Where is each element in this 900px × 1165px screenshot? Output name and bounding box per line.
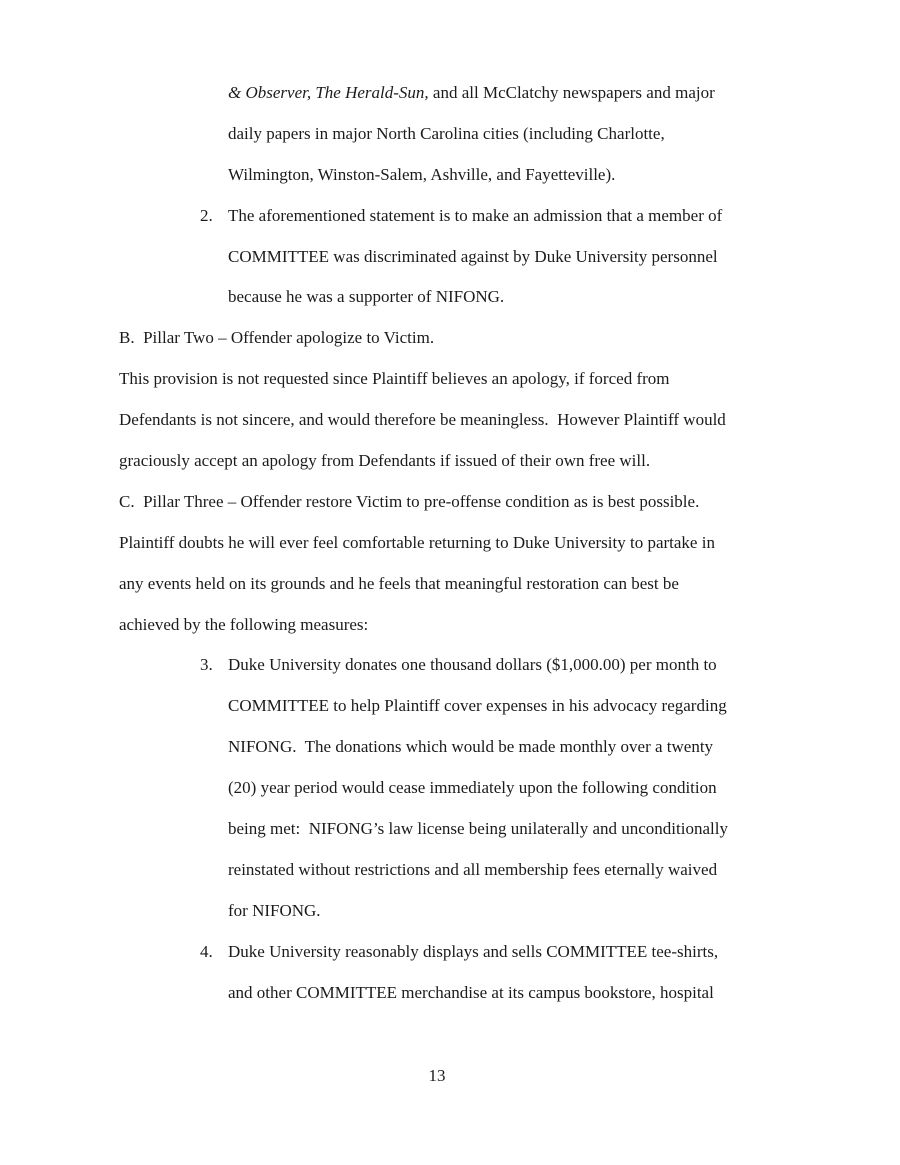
document-line (119, 891, 779, 932)
document-line (119, 932, 779, 973)
text-segment: B. Pillar Two – Offender apologize to Victim. (119, 328, 435, 348)
text-segment: reinstated without restrictions and all membership fees eternally waived (228, 859, 718, 879)
document-line (119, 318, 779, 359)
text-segment: for NIFONG. (228, 900, 321, 920)
text-segment: Wilmington, Winston-Salem, Ashville, and Fayetteville). (228, 164, 616, 184)
document-line (119, 768, 779, 809)
document-line (119, 973, 779, 1014)
document-line (119, 727, 779, 768)
document-line (119, 237, 779, 278)
list-item-number: 3. (200, 655, 213, 675)
text-segment: Plaintiff doubts he will ever feel comfortable returning to Duke University to partake in (119, 532, 715, 552)
list-item-number: 2. (200, 205, 213, 225)
text-segment: Duke University reasonably displays and sells COMMITTEE tee-shirts, (228, 941, 719, 961)
text-segment: Defendants is not sincere, and would therefore be meaningless. However Plaintiff would (119, 410, 726, 430)
text-segment: achieved by the following measures: (119, 614, 369, 634)
page-number: 13 (428, 1066, 446, 1085)
document-line (119, 523, 779, 564)
text-segment: This provision is not requested since Plaintiff believes an apology, if forced from (119, 369, 670, 389)
text-segment: C. Pillar Three – Offender restore Victim to pre-offense condition as is best possible. (119, 491, 700, 511)
document-line (119, 441, 779, 482)
text-segment: being met: NIFONG’s law license being unilaterally and unconditionally (228, 819, 728, 839)
text-segment: and other COMMITTEE merchandise at its campus bookstore, hospital (228, 982, 714, 1002)
text-segment: (20) year period would cease immediately upon the following condition (228, 778, 717, 798)
text-segment: NIFONG. The donations which would be made monthly over a twenty (228, 737, 714, 757)
text-segment: daily papers in major North Carolina cities (including Charlotte, (228, 123, 665, 143)
document-line (119, 155, 779, 196)
document-line (119, 482, 779, 523)
document-line (119, 645, 779, 686)
list-item-number: 4. (200, 941, 213, 961)
document-line (119, 359, 779, 400)
document-line (119, 73, 779, 114)
document-line (119, 686, 779, 727)
document-line (119, 400, 779, 441)
document-line (119, 196, 779, 237)
text-segment: Duke University donates one thousand dollars ($1,000.00) per month to (228, 655, 717, 675)
text-segment: graciously accept an apology from Defendants if issued of their own free will. (119, 451, 651, 471)
italic-text-segment: & Observer, The Herald-Sun, (228, 83, 429, 102)
document-line (119, 564, 779, 605)
document-line (119, 850, 779, 891)
text-segment: any events held on its grounds and he feels that meaningful restoration can best be (119, 573, 679, 593)
text-segment: The aforementioned statement is to make an admission that a member of (228, 205, 723, 225)
text-segment: COMMITTEE was discriminated against by Duke University personnel (228, 246, 718, 266)
text-segment: and all McClatchy newspapers and major (428, 83, 715, 102)
document-body (119, 73, 779, 1013)
document-line (119, 605, 779, 646)
document-line (119, 277, 779, 318)
document-line (119, 114, 779, 155)
text-segment: COMMITTEE to help Plaintiff cover expenses in his advocacy regarding (228, 696, 727, 716)
text-segment: because he was a supporter of NIFONG. (228, 287, 505, 307)
document-line (119, 809, 779, 850)
